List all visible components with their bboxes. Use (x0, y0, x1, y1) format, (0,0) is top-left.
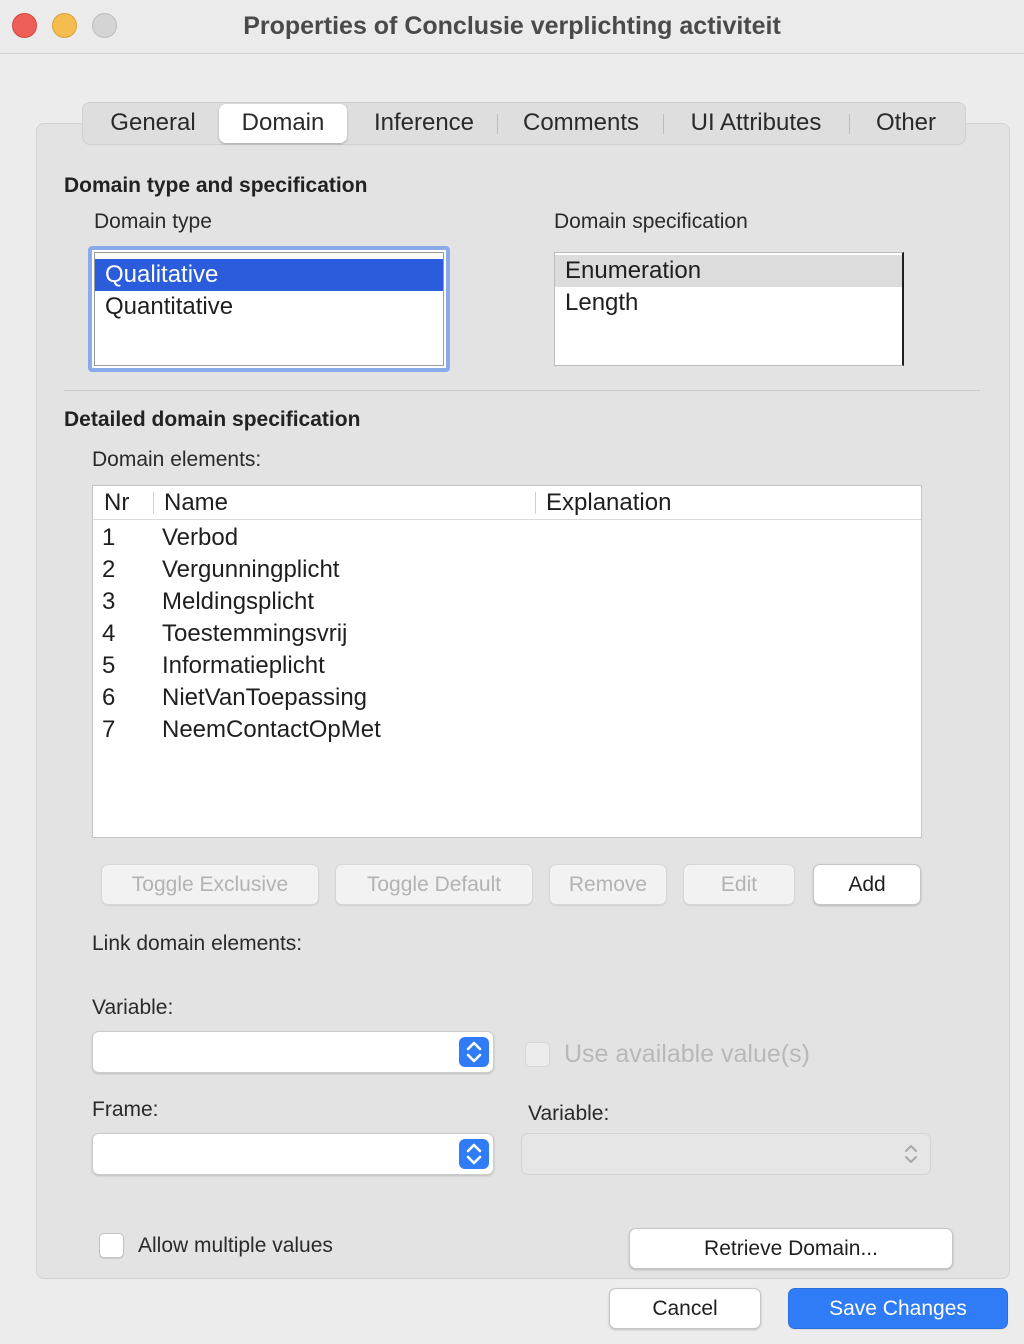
column-header-nr[interactable]: Nr (104, 489, 130, 516)
use-available-values-label: Use available value(s) (564, 1040, 810, 1068)
row-name: NeemContactOpMet (162, 716, 381, 743)
row-nr: 6 (102, 684, 116, 711)
column-separator (535, 492, 536, 514)
tab-domain[interactable]: Domain (219, 104, 347, 143)
frame-select[interactable] (92, 1133, 494, 1175)
save-changes-button[interactable]: Save Changes (788, 1288, 1008, 1329)
row-nr: 4 (102, 620, 116, 647)
table-row[interactable] (93, 650, 921, 682)
domain-elements-table[interactable] (92, 485, 922, 838)
toggle-default-button[interactable]: Toggle Default (335, 864, 533, 905)
frame-label: Frame: (92, 1098, 159, 1121)
row-nr: 5 (102, 652, 116, 679)
table-row[interactable] (93, 586, 921, 618)
allow-multiple-values-label: Allow multiple values (138, 1234, 333, 1257)
variable-select[interactable] (92, 1031, 494, 1073)
tab-separator (849, 114, 850, 134)
table-row[interactable] (93, 714, 921, 746)
domain-type-label: Domain type (94, 210, 212, 233)
tab-other[interactable]: Other (875, 109, 937, 136)
tab-bar (82, 102, 966, 145)
link-domain-elements-label: Link domain elements: (92, 932, 303, 955)
frame-variable-label: Variable: (528, 1102, 610, 1125)
domain-spec-label: Domain specification (554, 210, 748, 233)
tab-separator (497, 114, 498, 134)
toggle-exclusive-button[interactable]: Toggle Exclusive (101, 864, 319, 905)
variable-label: Variable: (92, 996, 174, 1019)
domain-type-item-quantitative[interactable]: Quantitative (105, 293, 234, 320)
tab-comments[interactable]: Comments (522, 109, 640, 136)
row-nr: 3 (102, 588, 116, 615)
section-divider (64, 390, 980, 391)
row-name: Informatieplicht (162, 652, 325, 679)
column-separator (153, 492, 154, 514)
domain-type-list[interactable] (88, 246, 450, 372)
remove-button[interactable]: Remove (549, 864, 667, 905)
column-header-explanation[interactable]: Explanation (546, 489, 672, 516)
detailed-spec-heading: Detailed domain specification (64, 408, 361, 431)
tab-ui-attributes[interactable]: UI Attributes (690, 109, 822, 136)
row-nr: 2 (102, 556, 116, 583)
frame-variable-select[interactable] (521, 1133, 931, 1175)
edit-button[interactable]: Edit (683, 864, 795, 905)
row-name: Toestemmingsvrij (162, 620, 348, 647)
up-down-arrows-icon (896, 1139, 926, 1169)
table-row[interactable] (93, 554, 921, 586)
cancel-button[interactable]: Cancel (609, 1288, 761, 1329)
title-bar (0, 0, 1024, 54)
row-name: Verbod (162, 524, 239, 551)
table-row[interactable] (93, 618, 921, 650)
tab-general[interactable]: General (110, 109, 196, 136)
up-down-arrows-icon (459, 1037, 489, 1067)
tab-separator (663, 114, 664, 134)
use-available-values-checkbox[interactable] (525, 1042, 550, 1067)
retrieve-domain-button[interactable]: Retrieve Domain... (629, 1228, 953, 1269)
row-name: Meldingsplicht (162, 588, 315, 615)
table-row[interactable] (93, 682, 921, 714)
domain-spec-item-enumeration[interactable]: Enumeration (555, 255, 902, 287)
column-header-name[interactable]: Name (164, 489, 229, 516)
table-header (93, 486, 921, 520)
row-name: Vergunningplicht (162, 556, 340, 583)
domain-type-item-qualitative[interactable]: Qualitative (95, 259, 443, 291)
row-name: NietVanToepassing (162, 684, 368, 711)
row-nr: 7 (102, 716, 116, 743)
row-nr: 1 (102, 524, 116, 551)
allow-multiple-values-checkbox[interactable] (99, 1233, 124, 1258)
table-row[interactable] (93, 522, 921, 554)
domain-spec-list[interactable] (554, 252, 904, 366)
add-button[interactable]: Add (813, 864, 921, 905)
domain-elements-label: Domain elements: (92, 448, 262, 471)
up-down-arrows-icon (459, 1139, 489, 1169)
domain-spec-item-length[interactable]: Length (565, 289, 639, 316)
tab-inference[interactable]: Inference (373, 109, 475, 136)
domain-type-heading: Domain type and specification (64, 174, 368, 197)
window-title: Properties of Conclusie verplichting activiteit (243, 12, 781, 40)
